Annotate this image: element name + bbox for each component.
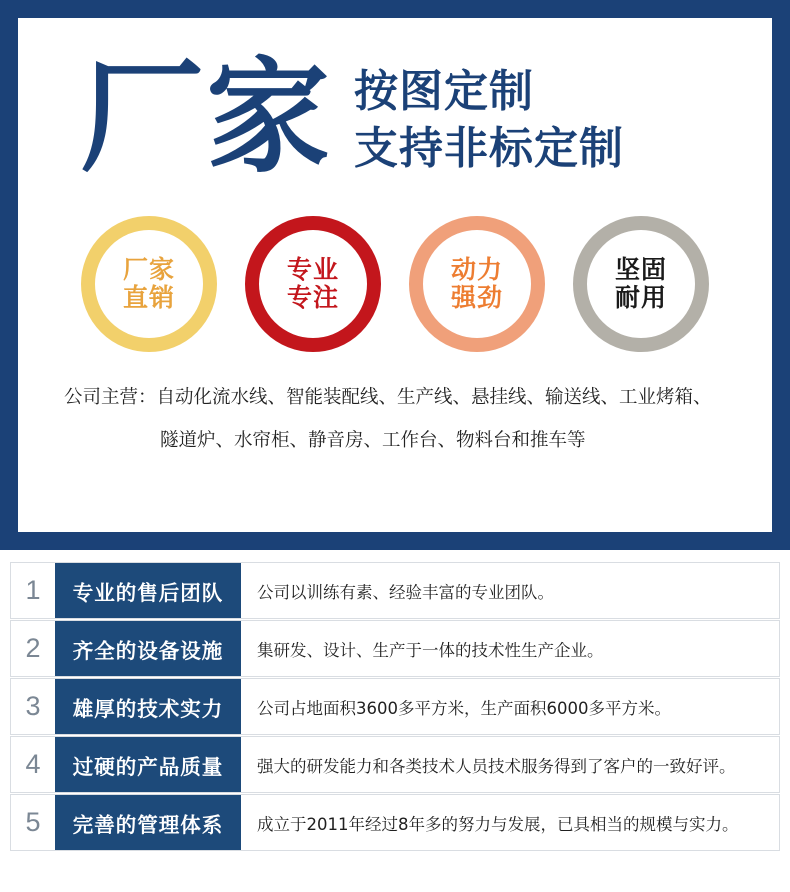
table-row — [10, 620, 780, 677]
row-description: 强大的研发能力和各类技术人员技术服务得到了客户的一致好评。 — [257, 756, 736, 776]
row-number: 2 — [25, 633, 41, 663]
headline-sub-line-2: 支持非标定制 — [354, 123, 625, 174]
row-number: 1 — [25, 575, 41, 605]
business-scope-line-1: 公司主营：自动化流水线、智能装配线、生产线、悬挂线、输送线、工业烤箱、 — [64, 387, 712, 408]
feature-circle-1-text — [123, 256, 175, 312]
feature-circle-1-line-2: 直销 — [122, 283, 175, 312]
feature-circle-3-line-1: 动力 — [450, 255, 503, 284]
table-row — [10, 794, 780, 851]
table-row — [10, 736, 780, 793]
feature-circle-4-line-2: 耐用 — [614, 283, 667, 312]
row-title: 专业的售后团队 — [55, 563, 241, 618]
headline-main: 厂家 — [80, 46, 333, 190]
row-description: 集研发、设计、生产于一体的技术性生产企业。 — [257, 640, 604, 660]
table-row — [10, 678, 780, 735]
row-title: 齐全的设备设施 — [55, 621, 241, 676]
advantage-list — [0, 562, 790, 852]
headline-sub-block — [354, 61, 624, 174]
feature-circle-4-text — [615, 256, 667, 312]
feature-circle-3-text — [451, 256, 503, 312]
headline-sub-line-1: 按图定制 — [354, 66, 535, 118]
business-scope — [18, 376, 772, 463]
feature-circle-3 — [409, 216, 545, 352]
row-description: 成立于2011年经过8年多的努力与发展，已具相当的规模与实力。 — [257, 814, 739, 834]
feature-circle-1-line-1: 厂家 — [122, 255, 175, 284]
feature-circles — [18, 216, 772, 352]
row-number: 3 — [25, 691, 41, 721]
hero-banner-inner — [18, 18, 772, 532]
feature-circle-2-line-1: 专业 — [286, 255, 339, 284]
table-row — [10, 562, 780, 619]
row-title: 过硬的产品质量 — [55, 737, 241, 792]
row-number: 4 — [25, 749, 41, 779]
feature-circle-4-line-1: 坚固 — [614, 255, 667, 284]
feature-circle-2-line-2: 专注 — [286, 283, 339, 312]
feature-circle-4 — [573, 216, 709, 352]
feature-circle-2 — [245, 216, 381, 352]
row-number: 5 — [25, 807, 41, 837]
row-title: 雄厚的技术实力 — [55, 679, 241, 734]
row-description: 公司以训练有素、经验丰富的专业团队。 — [257, 582, 554, 602]
headline-block — [18, 18, 772, 218]
feature-circle-2-text — [287, 256, 339, 312]
business-scope-line-2: 隧道炉、水帘柜、静音房、工作台、物料台和推车等 — [160, 430, 586, 452]
row-title: 完善的管理体系 — [55, 795, 241, 850]
row-description: 公司占地面积3600多平方米，生产面积6000多平方米。 — [257, 698, 671, 718]
feature-circle-3-line-2: 强劲 — [450, 283, 503, 312]
feature-circle-1 — [81, 216, 217, 352]
